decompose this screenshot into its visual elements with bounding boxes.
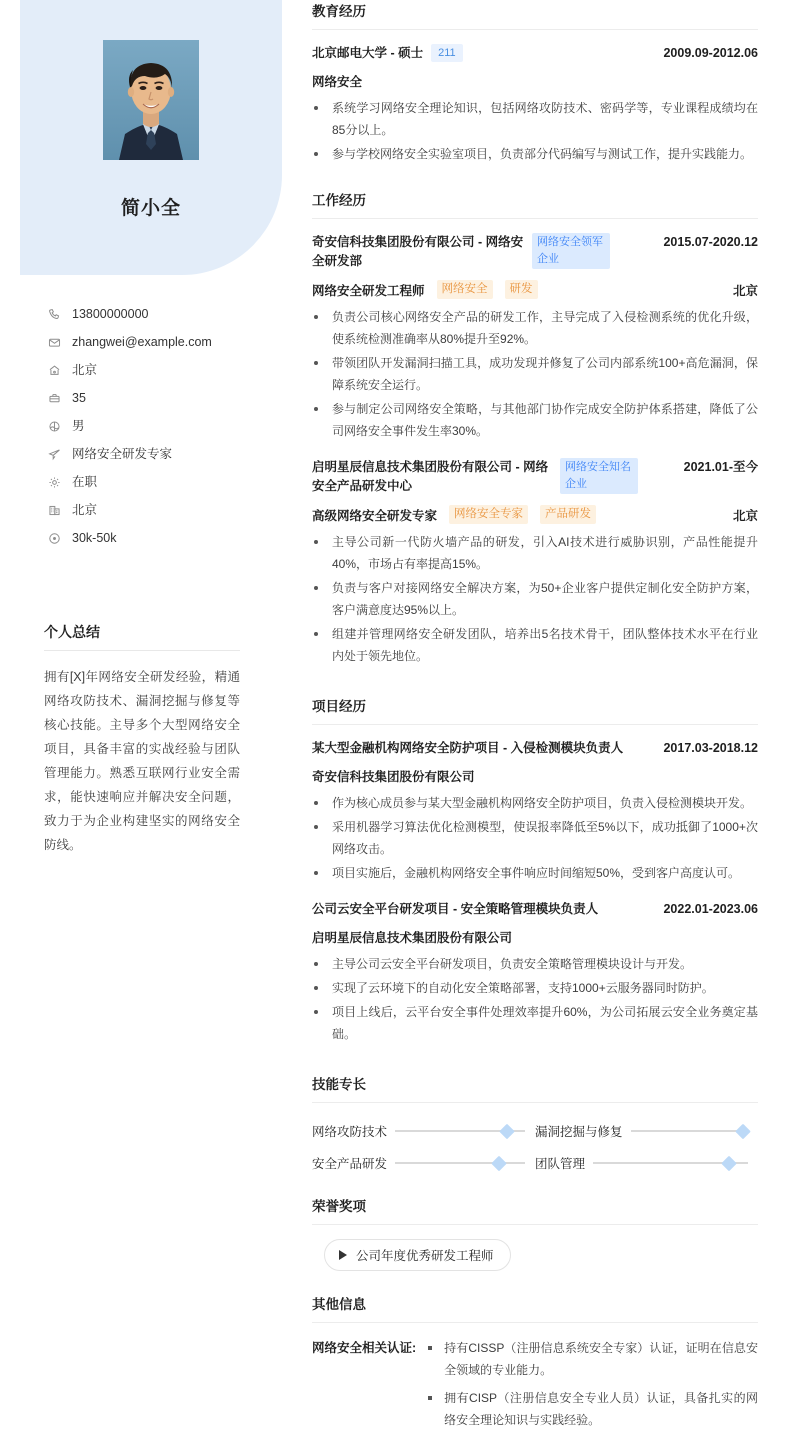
work-city: 北京 [732, 508, 758, 523]
building-icon [48, 502, 68, 518]
sidebar [0, 0, 300, 1438]
education-major: 网络安全 [312, 75, 363, 89]
education-date: 2009.09-2012.06 [663, 46, 758, 60]
education-entry-head [312, 44, 758, 63]
work-role-tag: 网络安全 [437, 280, 493, 299]
contact-item-city[interactable] [48, 496, 278, 524]
list-item: 实现了云环境下的自动化安全策略部署，支持1000+云服务器同时防护。 [312, 977, 758, 999]
skill-label: 团队管理 [535, 1157, 586, 1171]
project-name: 公司云安全平台研发项目 - 安全策略管理模块负责人 [312, 902, 599, 916]
project-company: 启明星辰信息技术集团股份有限公司 [312, 931, 513, 945]
work-role: 高级网络安全研发专家 [312, 508, 438, 523]
age-icon [48, 390, 68, 406]
skill-row [312, 1115, 535, 1147]
personal-summary-title: 个人总结 [44, 622, 240, 651]
work-role-tag: 产品研发 [540, 505, 596, 524]
contact-item-age[interactable] [48, 384, 278, 412]
list-item: 持有CISSP（注册信息系统安全专家）认证，证明在信息安全领域的专业能力。 [424, 1337, 758, 1381]
list-item: 参与制定公司网络安全策略，与其他部门协作完成安全防护体系搭建，降低了公司网络安全事件发生率30%。 [312, 398, 758, 442]
list-item: 作为核心成员参与某大型金融机构网络安全防护项目，负责入侵检测模块开发。 [312, 792, 758, 814]
section-title-other-info: 其他信息 [312, 1293, 758, 1323]
other-info-list [416, 1337, 758, 1437]
list-item: 负责公司核心网络安全产品的研发工作，主导完成了入侵检测系统的优化升级，使系统检测准确率从80%提升至92%。 [312, 306, 758, 350]
list-item: 拥有CISP（注册信息安全专业人员）认证，具备扎实的网络安全理论知识与实践经验。 [424, 1387, 758, 1431]
honor-item[interactable] [324, 1239, 511, 1271]
work-company: 奇安信科技集团股份有限公司 - 网络安全研发部 [312, 235, 524, 268]
work-date: 2015.07-2020.12 [663, 235, 758, 249]
gender-icon [48, 418, 68, 434]
contact-item-location[interactable] [48, 356, 278, 384]
skill-label: 安全产品研发 [312, 1157, 388, 1171]
work-company: 启明星辰信息技术集团股份有限公司 - 网络安全产品研发中心 [312, 460, 549, 493]
list-item: 负责与客户对接网络安全解决方案，为50+企业客户提供定制化安全防护方案，客户满意度达95%以上。 [312, 577, 758, 621]
section-title-honors: 荣誉奖项 [312, 1195, 758, 1225]
skill-slider-handle[interactable] [491, 1156, 507, 1172]
education-bullets [312, 97, 758, 165]
work-company-tag: 网络安全领军企业 [532, 233, 610, 269]
contact-value: 男 [72, 419, 85, 433]
section-honors [312, 1195, 758, 1271]
work-role-row [312, 280, 758, 299]
skill-label: 漏洞挖掘与修复 [535, 1125, 623, 1139]
work-company-tag: 网络安全知名企业 [560, 458, 638, 494]
section-title-education: 教育经历 [312, 0, 758, 30]
personal-summary-block [44, 622, 240, 857]
contact-item-status[interactable] [48, 468, 278, 496]
skill-slider-handle[interactable] [722, 1156, 738, 1172]
contact-item-email[interactable] [48, 328, 278, 356]
work-bullets [312, 306, 758, 442]
contact-value: 北京 [72, 363, 98, 377]
portrait-photo-icon [103, 40, 199, 160]
skill-slider[interactable] [631, 1130, 748, 1132]
skill-slider[interactable] [593, 1162, 748, 1164]
skill-slider-handle[interactable] [499, 1124, 515, 1140]
skill-row [312, 1147, 535, 1179]
gear-icon [48, 474, 68, 490]
project-date: 2022.01-2023.06 [663, 902, 758, 916]
section-title-projects: 项目经历 [312, 695, 758, 725]
skill-row [535, 1147, 758, 1179]
work-entry [312, 444, 758, 667]
work-bullets [312, 531, 758, 667]
skill-slider[interactable] [395, 1162, 525, 1164]
list-item: 系统学习网络安全理论知识，包括网络攻防技术、密码学等，专业课程成绩均在85分以上。 [312, 97, 758, 141]
triangle-right-icon [339, 1250, 347, 1260]
work-role: 网络安全研发工程师 [312, 283, 425, 298]
contact-value: 30k-50k [72, 531, 117, 545]
main-content [312, 0, 758, 1437]
contact-list [48, 300, 278, 552]
work-city: 北京 [732, 283, 758, 298]
contact-item-gender[interactable] [48, 412, 278, 440]
list-item: 带领团队开发漏洞扫描工具，成功发现并修复了公司内部系统100+高危漏洞，保障系统安全运行。 [312, 352, 758, 396]
project-name: 某大型金融机构网络安全防护项目 - 入侵检测模块负责人 [312, 741, 624, 755]
list-item: 主导公司云安全平台研发项目，负责安全策略管理模块设计与开发。 [312, 953, 758, 975]
contact-value: 北京 [72, 503, 98, 517]
work-entry-head [312, 458, 758, 496]
project-bullets [312, 953, 758, 1045]
work-role-tag: 研发 [505, 280, 538, 299]
education-entry [312, 30, 758, 165]
skill-slider[interactable] [395, 1130, 525, 1132]
contact-value: 35 [72, 391, 86, 405]
work-date: 2021.01-至今 [683, 460, 758, 474]
envelope-icon [48, 334, 68, 350]
section-skills [312, 1073, 758, 1179]
skills-grid [312, 1103, 758, 1179]
paper-plane-icon [48, 446, 68, 462]
list-item: 项目上线后，云平台安全事件处理效率提升60%，为公司拓展云安全业务奠定基础。 [312, 1001, 758, 1045]
project-entry-head [312, 739, 758, 758]
list-item: 组建并管理网络安全研发团队，培养出5名技术骨干，团队整体技术水平在行业内处于领先地位。 [312, 623, 758, 667]
skill-label: 网络攻防技术 [312, 1125, 388, 1139]
other-info-row [312, 1323, 758, 1437]
contact-value: zhangwei@example.com [72, 335, 212, 349]
contact-value: 网络安全研发专家 [72, 447, 173, 461]
other-info-label: 网络安全相关认证: [312, 1341, 417, 1355]
phone-icon [48, 306, 68, 322]
target-icon [48, 530, 68, 546]
section-work [312, 189, 758, 667]
sidebar-header-panel [20, 0, 282, 275]
contact-value: 13800000000 [72, 307, 149, 321]
person-name: 简小全 [120, 198, 181, 219]
project-bullets [312, 792, 758, 884]
project-entry [312, 725, 758, 884]
skill-slider-handle[interactable] [736, 1124, 752, 1140]
work-entry-head [312, 233, 758, 271]
section-projects [312, 695, 758, 1045]
contact-item-phone[interactable] [48, 300, 278, 328]
list-item: 参与学校网络安全实验室项目，负责部分代码编写与测试工作，提升实践能力。 [312, 143, 758, 165]
project-company: 奇安信科技集团股份有限公司 [312, 770, 475, 784]
section-title-skills: 技能专长 [312, 1073, 758, 1103]
project-date: 2017.03-2018.12 [663, 741, 758, 755]
education-school: 北京邮电大学 - 硕士 [312, 46, 424, 60]
contact-item-title[interactable] [48, 440, 278, 468]
section-other-info [312, 1293, 758, 1437]
avatar [103, 40, 199, 160]
list-item: 项目实施后，金融机构网络安全事件响应时间缩短50%，受到客户高度认可。 [312, 862, 758, 884]
section-title-work: 工作经历 [312, 189, 758, 219]
home-icon [48, 362, 68, 378]
project-entry [312, 886, 758, 1045]
contact-item-salary[interactable] [48, 524, 278, 552]
work-entry [312, 219, 758, 442]
work-role-tag: 网络安全专家 [449, 505, 528, 524]
skill-row [535, 1115, 758, 1147]
education-tag-211: 211 [431, 44, 463, 62]
personal-summary-text: 拥有[X]年网络安全研发经验，精通网络攻防技术、漏洞挖掘与修复等核心技能。主导多个大型网络安全项目，具备丰富的实战经验与团队管理能力。熟悉互联网行业安全需求，能快速响应并解决安全问题，致力于为企业构建坚实的网络安全防线。 [44, 670, 240, 852]
project-entry-head [312, 900, 758, 919]
list-item: 主导公司新一代防火墙产品的研发，引入AI技术进行威胁识别，产品性能提升40%，市场占有率提高15%。 [312, 531, 758, 575]
contact-value: 在职 [72, 475, 98, 489]
section-education [312, 0, 758, 165]
honor-label: 公司年度优秀研发工程师 [356, 1249, 494, 1263]
work-role-row [312, 505, 758, 524]
honors-list [312, 1225, 758, 1271]
list-item: 采用机器学习算法优化检测模型，使误报率降低至5%以下，成功抵御了1000+次网络攻击。 [312, 816, 758, 860]
